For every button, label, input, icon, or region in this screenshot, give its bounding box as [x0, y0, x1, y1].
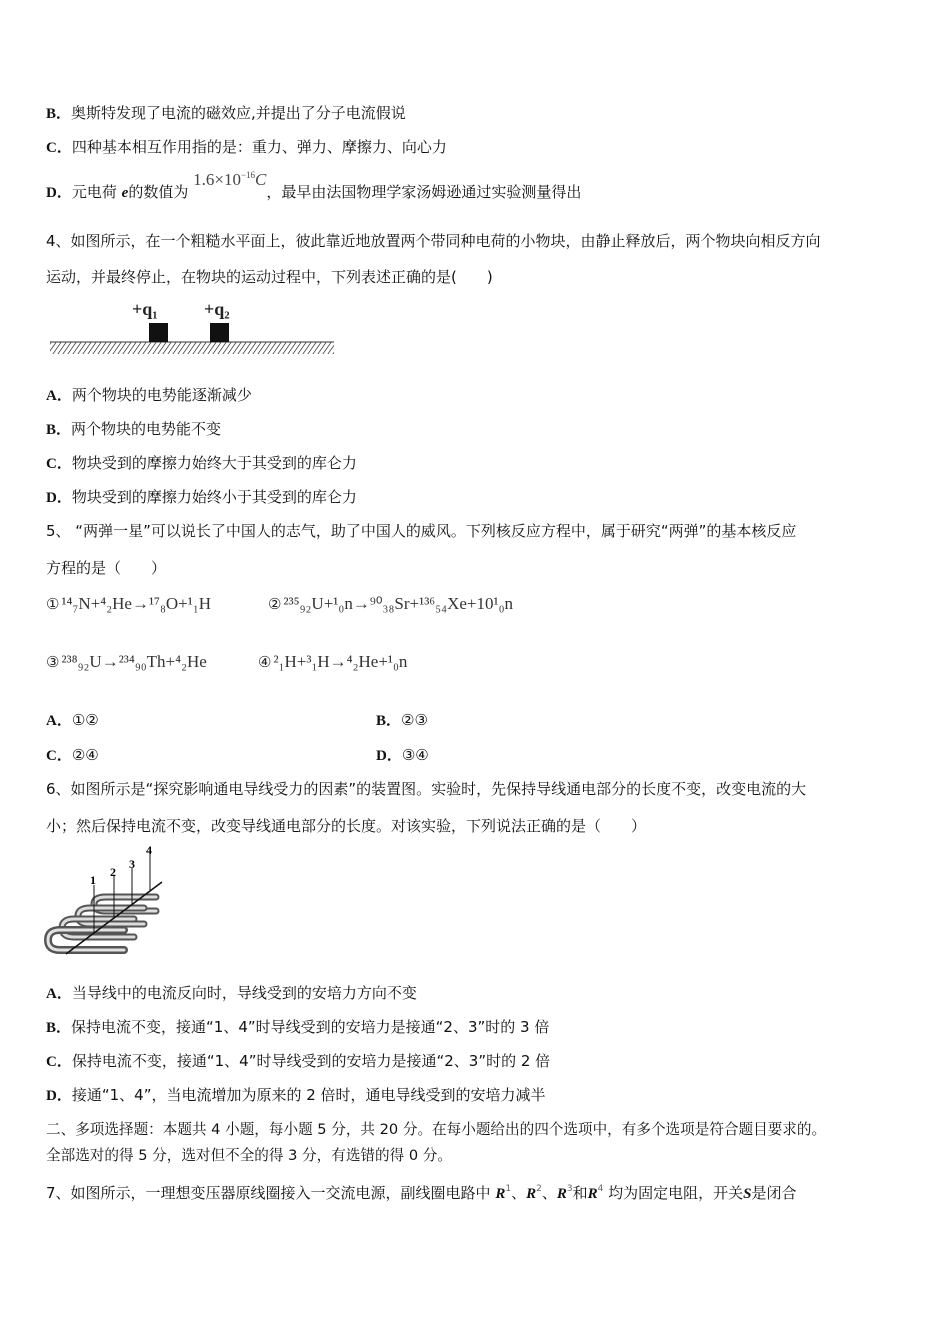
option-letter: A．	[46, 986, 72, 1002]
equation-text: ²₁H+³₁H→⁴₂He+¹₀n	[273, 652, 408, 671]
option-letter: C．	[46, 1054, 72, 1070]
separator: 、	[511, 1184, 527, 1202]
option-letter: B．	[46, 1020, 72, 1036]
section2-instructions-line1: 二、多项选择题：本题共 4 小题，每小题 5 分，共 20 分。在每小题给出的四个选项中，有多个选项是符合题目要求的。	[46, 1121, 827, 1138]
option-letter: C．	[46, 748, 72, 764]
q6-option-a	[46, 982, 417, 1003]
resistor-r3-sub: 3	[566, 1184, 573, 1194]
charge-value	[193, 170, 266, 189]
section2-instructions-line2: 全部选对的得 5 分，选对但不全的得 3 分，有选错的得 0 分。	[46, 1147, 452, 1164]
switch-s: S	[743, 1186, 752, 1202]
option-letter: D．	[46, 185, 72, 201]
magnet-wire-apparatus	[44, 842, 174, 962]
q5-option-d	[376, 744, 429, 765]
option-letter: A．	[46, 388, 72, 404]
equation-text: ¹⁴₇N+⁴₂He→¹⁷₈O+¹₁H	[61, 594, 212, 613]
resistor-r1: R	[495, 1186, 506, 1202]
q7-text-post: 是闭合	[751, 1184, 797, 1202]
q6-option-b	[46, 1016, 549, 1037]
option-text: ②③	[401, 711, 428, 729]
q5-option-b	[376, 709, 428, 730]
equation-index: ①	[46, 597, 60, 613]
equation-text: ²³⁸₉₂U→²³⁴₉₀Th+⁴₂He	[61, 652, 207, 671]
option-letter: D．	[376, 748, 402, 764]
q7-text-pre: 7、如图所示，一理想变压器原线圈接入一交流电源，副线圈电路中	[46, 1184, 491, 1202]
equation-index: ③	[46, 655, 60, 671]
q4-stem-line2: 运动，并最终停止，在物块的运动过程中，下列表述正确的是( )	[46, 268, 493, 286]
q5-stem-line1: 5、 “两弹一星”可以说长了中国人的志气，助了中国人的威风。下列核反应方程中，属于研究“两弹”的基本核反应	[46, 522, 797, 540]
option-text: 当导线中的电流反向时，导线受到的安培力方向不变	[71, 984, 417, 1002]
q5-stem-line2: 方程的是（ ）	[46, 559, 167, 577]
q4-option-c	[46, 452, 357, 473]
resistor-r1-sub: 1	[505, 1184, 512, 1194]
q6-option-d	[46, 1084, 546, 1105]
equation-index: ②	[268, 597, 282, 613]
resistor-r2: R	[526, 1186, 537, 1202]
q4-figure	[48, 296, 338, 364]
q7-text-mid: 均为固定电阻，开关	[608, 1184, 744, 1202]
resistor-r3: R	[556, 1186, 567, 1202]
equation-index: ④	[258, 655, 272, 671]
lead-label-4: 4	[146, 843, 152, 857]
option-letter: A．	[46, 713, 72, 729]
option-text: 物块受到的摩擦力始终大于其受到的库仑力	[71, 454, 357, 472]
block-q2-label: +q₂	[204, 299, 230, 319]
q3-option-b	[46, 102, 406, 123]
option-text-mid: 的数值为	[128, 183, 189, 201]
equation-text: ²³⁵₉₂U+¹₀n→⁹⁰₃₈Sr+¹³⁶₅₄Xe+10¹₀n	[283, 594, 514, 613]
option-text-post: ，最早由法国物理学家汤姆逊通过实验测量得出	[266, 183, 582, 201]
option-letter: B．	[376, 713, 402, 729]
q3-option-c	[46, 136, 447, 157]
q4-option-a	[46, 384, 252, 405]
q5-option-a	[46, 709, 99, 730]
option-text: 两个物块的电势能不变	[71, 420, 222, 438]
rough-surface	[50, 342, 334, 354]
resistor-r4-sub: 4	[597, 1184, 604, 1194]
option-text: 奥斯特发现了电流的磁效应,并提出了分子电流假说	[71, 104, 406, 122]
block-q2	[210, 323, 229, 342]
option-letter: B．	[46, 422, 72, 438]
separator: 、	[541, 1184, 557, 1202]
q6-stem-line1: 6、如图所示是“探究影响通电导线受力的因素”的装置图。实验时，先保持导线通电部分的长度不变，改变电流的大	[46, 780, 807, 798]
option-letter: D．	[46, 1088, 72, 1104]
q6-figure	[44, 842, 174, 962]
resistor-r4: R	[587, 1186, 598, 1202]
option-letter: B．	[46, 106, 72, 122]
option-text: 物块受到的摩擦力始终小于其受到的库仑力	[71, 488, 357, 506]
q4-option-d	[46, 486, 357, 507]
option-text-pre: 元电荷	[71, 183, 117, 201]
q6-stem-line2: 小；然后保持电流不变，改变导线通电部分的长度。对该实验，下列说法正确的是（ ）	[46, 817, 647, 835]
option-letter: C．	[46, 140, 72, 156]
option-text: 接通“1、4”，当电流增加为原来的 2 倍时，通电导线受到的安培力减半	[71, 1086, 546, 1104]
option-letter: D．	[46, 490, 72, 506]
charge-symbol: e	[121, 185, 129, 201]
option-text: ②④	[71, 746, 99, 764]
charged-blocks-diagram	[48, 296, 338, 364]
lead-label-2: 2	[110, 865, 116, 879]
resistor-r2-sub: 2	[536, 1184, 542, 1194]
charge-unit: C	[255, 170, 267, 189]
option-text: ③④	[401, 746, 429, 764]
q5-equation-4	[258, 652, 407, 672]
block-q1	[149, 323, 168, 342]
block-q1-label: +q₁	[132, 299, 158, 319]
option-text: 四种基本相互作用指的是：重力、弹力、摩擦力、向心力	[71, 138, 447, 156]
charge-mantissa: 1.6×10	[193, 170, 241, 189]
q5-equation-1	[46, 594, 211, 614]
option-text: ①②	[71, 711, 99, 729]
option-text: 保持电流不变，接通“1、4”时导线受到的安培力是接通“2、3”时的 2 倍	[71, 1052, 551, 1070]
q5-equation-3	[46, 652, 207, 672]
lead-label-3: 3	[129, 857, 135, 871]
q4-stem-line1: 4、如图所示，在一个粗糙水平面上，彼此靠近地放置两个带同种电荷的小物块，由静止释放后，两个物块向相反方向	[46, 232, 821, 250]
lead-label-1: 1	[90, 873, 96, 887]
conjunction: 和	[572, 1184, 588, 1202]
q6-option-c	[46, 1050, 550, 1071]
q5-option-c	[46, 744, 99, 765]
q7-stem-line1	[46, 1182, 797, 1203]
charge-exponent: −16	[240, 170, 256, 180]
option-letter: C．	[46, 456, 72, 472]
q4-option-b	[46, 418, 221, 439]
option-text: 两个物块的电势能逐渐减少	[71, 386, 252, 404]
q5-equation-2	[268, 594, 513, 614]
option-text: 保持电流不变，接通“1、4”时导线受到的安培力是接通“2、3”时的 3 倍	[71, 1018, 550, 1036]
